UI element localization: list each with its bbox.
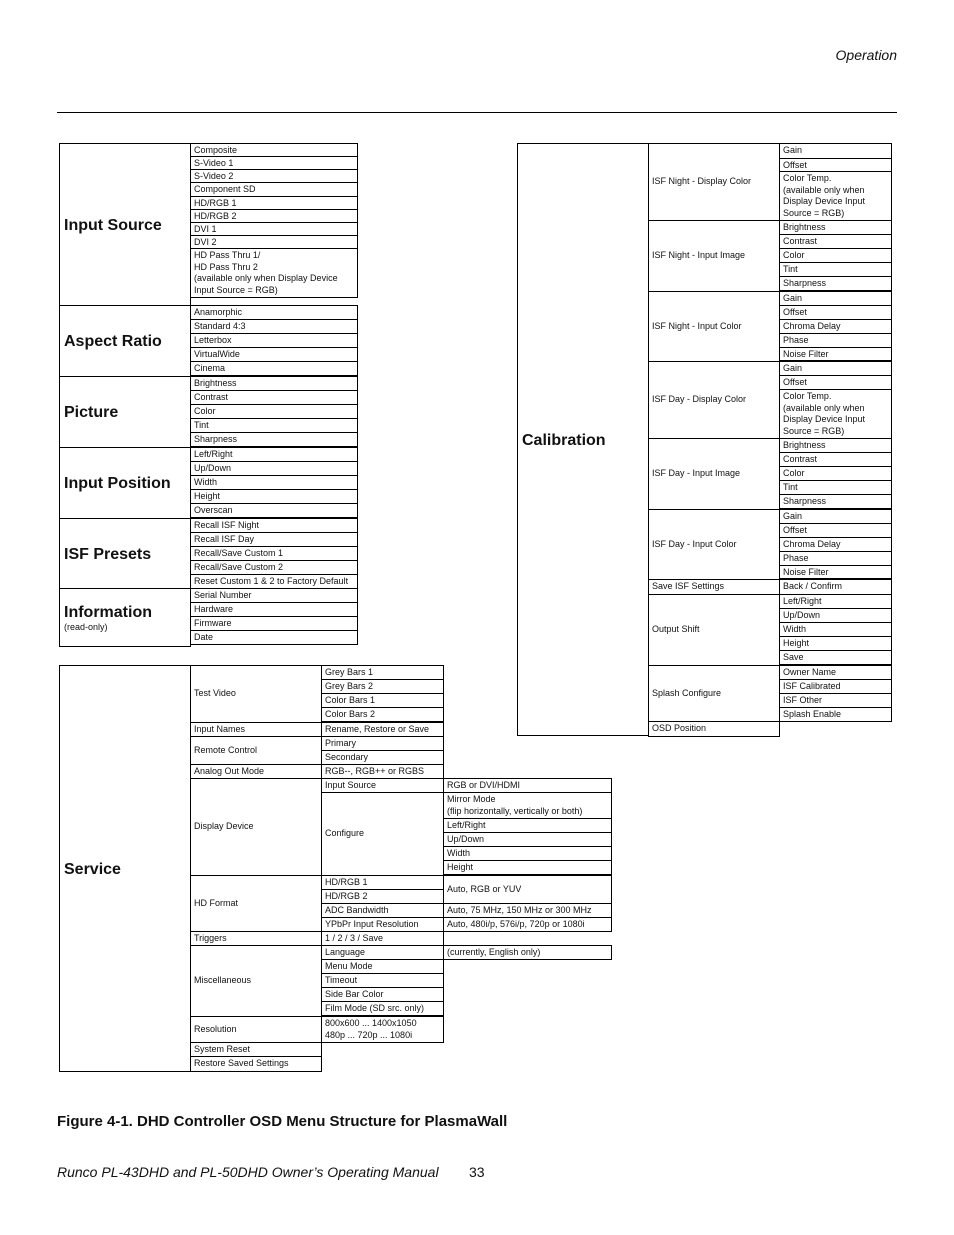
calibration-item: Owner Name [779,665,892,680]
test-video-item: Color Bars 2 [321,707,444,722]
information-item: Serial Number [190,588,358,603]
isf-presets-item: Reset Custom 1 & 2 to Factory Default [190,574,358,589]
calibration-group-name: Save ISF Settings [648,579,780,595]
input-source-item: HD Pass Thru 1/ HD Pass Thru 2 (available only when Display Device Input Source = RGB) [190,248,358,298]
misc-item: Film Mode (SD src. only) [321,1001,444,1016]
aspect-ratio-item: VirtualWide [190,347,358,362]
picture-item: Sharpness [190,432,358,447]
menu-input-position-label: Input Position [64,475,171,492]
calibration-item: Gain [779,509,892,524]
analog-out-mode-value: RGB--, RGB++ or RGBS [321,764,444,779]
menu-information-note: (read-only) [64,622,108,632]
input-source-item: HD/RGB 1 [190,196,358,210]
display-device-input-source-value: RGB or DVI/HDMI [443,778,612,793]
remote-control-item: Primary [321,736,444,751]
isf-presets-item: Recall/Save Custom 2 [190,560,358,575]
misc-language-value: (currently, English only) [443,945,612,960]
input-position-item: Left/Right [190,447,358,462]
input-position-item: Height [190,489,358,504]
service-resolution: Resolution [190,1016,322,1043]
picture-item: Contrast [190,390,358,405]
calibration-item: Phase [779,551,892,566]
header-rule [57,112,897,113]
figure-caption: Figure 4-1. DHD Controller OSD Menu Structure for PlasmaWall [57,1113,508,1130]
misc-item: Timeout [321,973,444,988]
configure-item: Mirror Mode (flip horizontally, vertically or both) [443,792,612,819]
test-video-item: Color Bars 1 [321,693,444,708]
information-item: Hardware [190,602,358,617]
calibration-group-name: ISF Day - Input Image [648,438,780,510]
information-item: Firmware [190,616,358,631]
calibration-item: Offset [779,375,892,390]
calibration-group-name: Splash Configure [648,665,780,722]
input-source-item: DVI 1 [190,222,358,236]
hd-format-adc-value: Auto, 75 MHz, 150 MHz or 300 MHz [443,903,612,918]
resolution-value: 800x600 ... 1400x1050 480p ... 720p ... 1080i [321,1016,444,1043]
menu-input-position [59,447,191,519]
menu-service [59,665,191,1072]
calibration-item: Back / Confirm [779,579,892,595]
menu-information-label: Information [64,604,152,621]
calibration-item: Noise Filter [779,347,892,361]
hd-format-hd-rgb-2: HD/RGB 2 [321,889,444,904]
calibration-group-name: Output Shift [648,594,780,666]
input-position-item: Up/Down [190,461,358,476]
aspect-ratio-item: Letterbox [190,333,358,348]
calibration-item: Sharpness [779,276,892,291]
menu-service-label: Service [64,860,121,878]
calibration-group-name: ISF Day - Input Color [648,509,780,580]
menu-isf-presets [59,518,191,589]
calibration-item: Height [779,636,892,651]
calibration-item: Brightness [779,438,892,453]
configure-item: Height [443,860,612,875]
picture-item: Brightness [190,376,358,391]
calibration-group-name: ISF Night - Display Color [648,143,780,221]
picture-item: Color [190,404,358,419]
triggers-value: 1 / 2 / 3 / Save [321,931,444,946]
picture-item: Tint [190,418,358,433]
input-source-item: Component SD [190,182,358,197]
calibration-group-name: ISF Night - Input Image [648,220,780,292]
service-miscellaneous: Miscellaneous [190,945,322,1017]
test-video-item: Grey Bars 2 [321,679,444,694]
test-video-item: Grey Bars 1 [321,665,444,680]
calibration-item: Phase [779,333,892,348]
service-test-video: Test Video [190,665,322,723]
calibration-item: Contrast [779,452,892,467]
calibration-item: Color Temp. (available only when Display Device Input Source = RGB) [779,389,892,439]
service-input-names: Input Names [190,722,322,737]
calibration-group-name: ISF Day - Display Color [648,361,780,439]
input-names-value: Rename, Restore or Save [321,722,444,737]
calibration-item: Tint [779,480,892,495]
isf-presets-item: Recall/Save Custom 1 [190,546,358,561]
calibration-item: Offset [779,158,892,172]
calibration-item: Save [779,650,892,665]
menu-input-source-label: Input Source [64,216,162,234]
service-analog-out-mode: Analog Out Mode [190,764,322,779]
calibration-item: Gain [779,361,892,376]
hd-format-ypbpr: YPbPr Input Resolution [321,917,444,932]
calibration-item: Offset [779,305,892,320]
hd-format-ypbpr-value: Auto, 480i/p, 576i/p, 720p or 1080i [443,917,612,932]
information-item: Date [190,630,358,645]
aspect-ratio-item: Standard 4:3 [190,319,358,334]
menu-isf-presets-label: ISF Presets [64,545,152,563]
header-section-title: Operation [835,47,897,63]
input-source-item: HD/RGB 2 [190,209,358,223]
calibration-item: ISF Other [779,693,892,708]
calibration-item: Left/Right [779,594,892,609]
calibration-item: Gain [779,291,892,306]
calibration-item: Up/Down [779,608,892,623]
misc-item: Side Bar Color [321,987,444,1002]
menu-aspect-ratio [59,305,191,377]
menu-picture-label: Picture [64,404,119,421]
input-position-item: Overscan [190,503,358,518]
service-remote-control: Remote Control [190,736,322,765]
isf-presets-item: Recall ISF Night [190,518,358,533]
hd-format-hd-rgb-1: HD/RGB 1 [321,875,444,890]
calibration-item: ISF Calibrated [779,679,892,694]
footer-manual-title: Runco PL-43DHD and PL-50DHD Owner’s Operating Manual [57,1164,439,1180]
menu-input-source [59,143,191,306]
misc-item: Menu Mode [321,959,444,974]
footer-page-number: 33 [469,1164,485,1180]
display-device-input-source: Input Source [321,778,444,793]
calibration-item: Offset [779,523,892,538]
calibration-item: Color Temp. (available only when Display Device Input Source = RGB) [779,171,892,235]
calibration-item: Width [779,622,892,637]
calibration-group-name: OSD Position [648,721,780,737]
input-source-item: DVI 2 [190,235,358,249]
service-triggers: Triggers [190,931,322,946]
calibration-item: Contrast [779,234,892,249]
aspect-ratio-item: Anamorphic [190,305,358,320]
aspect-ratio-item: Cinema [190,361,358,376]
input-source-item: S-Video 1 [190,156,358,170]
calibration-item: Noise Filter [779,565,892,579]
calibration-item: Color [779,466,892,481]
service-restore-saved-settings: Restore Saved Settings [190,1056,322,1072]
calibration-item: Sharpness [779,494,892,509]
menu-aspect-ratio-label: Aspect Ratio [64,333,162,350]
display-device-configure: Configure [321,792,444,876]
calibration-item: Gain [779,143,892,159]
calibration-item: Chroma Delay [779,537,892,552]
configure-item: Width [443,846,612,861]
calibration-group-name: ISF Night - Input Color [648,291,780,362]
input-source-item: S-Video 2 [190,169,358,183]
remote-control-item: Secondary [321,750,444,765]
calibration-item: Color [779,248,892,263]
service-system-reset: System Reset [190,1042,322,1057]
calibration-item: Chroma Delay [779,319,892,334]
calibration-item: Brightness [779,220,892,235]
menu-picture [59,376,191,448]
calibration-item: Splash Enable [779,707,892,722]
menu-information [59,588,191,647]
menu-calibration [517,143,649,736]
hd-format-hd-rgb-value: Auto, RGB or YUV [443,875,612,904]
misc-language: Language [321,945,444,960]
service-display-device: Display Device [190,778,322,876]
input-source-item: Composite [190,143,358,157]
configure-item: Up/Down [443,832,612,847]
hd-format-adc-bandwidth: ADC Bandwidth [321,903,444,918]
menu-calibration-label: Calibration [522,431,606,449]
configure-item: Left/Right [443,818,612,833]
input-position-item: Width [190,475,358,490]
service-hd-format: HD Format [190,875,322,932]
calibration-item: Tint [779,262,892,277]
isf-presets-item: Recall ISF Day [190,532,358,547]
